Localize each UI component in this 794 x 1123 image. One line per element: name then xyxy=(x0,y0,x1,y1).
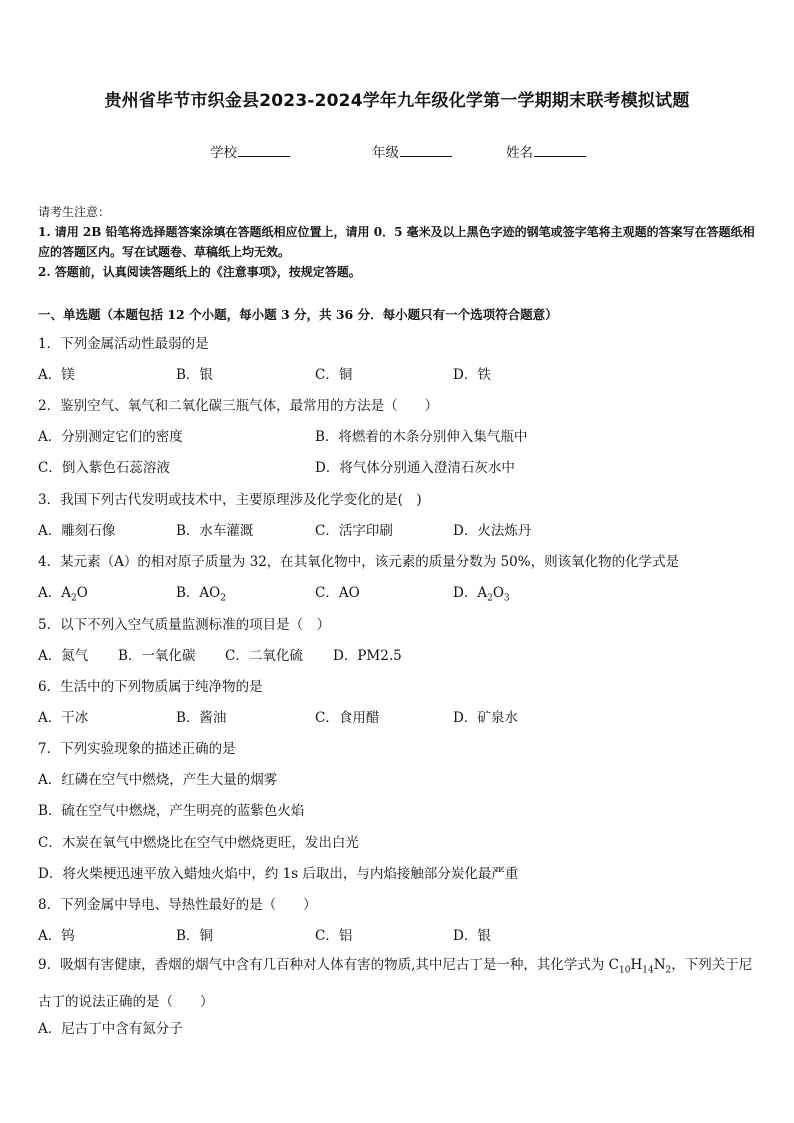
school-field[interactable]: 学校 xyxy=(210,141,290,161)
option: D．铁 xyxy=(453,367,491,383)
option: D．将气体分别通入澄清石灰水中 xyxy=(315,460,515,476)
option: C．食用醋 xyxy=(315,710,380,726)
option: C．AO xyxy=(315,585,360,601)
question-stem: 1．下列金属活动性最弱的是 xyxy=(38,336,209,352)
notice-item: 2. 答题前，认真阅读答题纸上的《注意事项》，按规定答题。 xyxy=(38,265,361,279)
option: D．$A_2O_3$ xyxy=(453,585,510,604)
option: C．倒入紫色石蕊溶液 xyxy=(38,460,170,476)
option: A．氮气 xyxy=(38,648,89,664)
option: A．干冰 xyxy=(38,710,89,726)
option: A．分别测定它们的密度 xyxy=(38,429,183,445)
option: B．将燃着的木条分别伸入集气瓶中 xyxy=(315,429,528,445)
option: D．火法炼丹 xyxy=(453,523,532,539)
option: B．银 xyxy=(176,367,213,383)
option: A．红磷在空气中燃烧，产生大量的烟雾 xyxy=(38,772,278,788)
question-stem: 7．下列实验现象的描述正确的是 xyxy=(38,741,236,757)
question-stem: 6．生活中的下列物质属于纯净物的是 xyxy=(38,679,263,695)
option: A．$A_2O$ xyxy=(38,585,88,604)
option: B．一氧化碳 xyxy=(118,648,196,664)
option: C．木炭在氧气中燃烧比在空气中燃烧更旺，发出白光 xyxy=(38,835,359,851)
grade-field[interactable]: 年级 xyxy=(372,141,452,161)
page-title: 贵州省毕节市织金县2023-2024学年九年级化学第一学期期末联考模拟试题 xyxy=(104,91,690,111)
question-stem: 4．某元素（A）的相对原子质量为 32，在其氧化物中，该元素的质量分数为 50%，则该氧化物的化学式是 xyxy=(38,554,680,570)
option: D．将火柴梗迅速平放入蜡烛火焰中，约 1s 后取出，与内焰接触部分炭化最严重 xyxy=(38,866,519,882)
option: A．镁 xyxy=(38,367,75,383)
question-stem: 9．吸烟有害健康，香烟的烟气中含有几百种对人体有害的物质,其中尼古丁是一种，其化学式为 $C_{10}H_{14}N_2$，下列关于尼古丁的说法正确的是（ ） xyxy=(38,957,753,1010)
notice-block xyxy=(38,202,760,282)
option: B．酱油 xyxy=(176,710,227,726)
option: B．水车灌溉 xyxy=(176,523,254,539)
question-stem: 5．以下不列入空气质量监测标准的项目是（ ） xyxy=(38,617,331,633)
option: C．铝 xyxy=(315,928,353,944)
option: C．铜 xyxy=(315,367,353,383)
option: B．铜 xyxy=(176,928,213,944)
question-stem: 3．我国下列古代发明或技术中，主要原理涉及化学变化的是( ) xyxy=(38,492,422,508)
notice-item: 1. 请用 2B 铅笔将选择题答案涂填在答题纸相应位置上，请用 0．5 毫米及以上黑色字迹的钢笔或签字笔将主观题的答案写在答题纸相应的答题区内。写在试题卷、草稿纸上均无效。 xyxy=(38,225,755,259)
option: B．$AO_2$ xyxy=(176,585,226,604)
section-heading: 一、单选题（本题包括 12 个小题，每小题 3 分，共 36 分．每小题只有一个选项符合题意） xyxy=(38,307,558,322)
notice-heading: 请考生注意： xyxy=(38,205,111,219)
option: A．尼古丁中含有氮分子 xyxy=(38,1021,183,1037)
option: D．PM2.5 xyxy=(333,648,402,664)
option: D．矿泉水 xyxy=(453,710,518,726)
option: C．二氧化硫 xyxy=(225,648,303,664)
option: C．活字印刷 xyxy=(315,523,393,539)
name-field[interactable]: 姓名 xyxy=(506,141,586,161)
question-stem: 2．鉴别空气、氧气和二氧化碳三瓶气体，最常用的方法是（ ） xyxy=(38,398,439,414)
option: B．硫在空气中燃烧，产生明亮的蓝紫色火焰 xyxy=(38,803,305,819)
option: A．雕刻石像 xyxy=(38,523,116,539)
option: D．银 xyxy=(453,928,491,944)
question-stem: 8．下列金属中导电、导热性最好的是（ ） xyxy=(38,897,317,913)
option: A．钨 xyxy=(38,928,75,944)
